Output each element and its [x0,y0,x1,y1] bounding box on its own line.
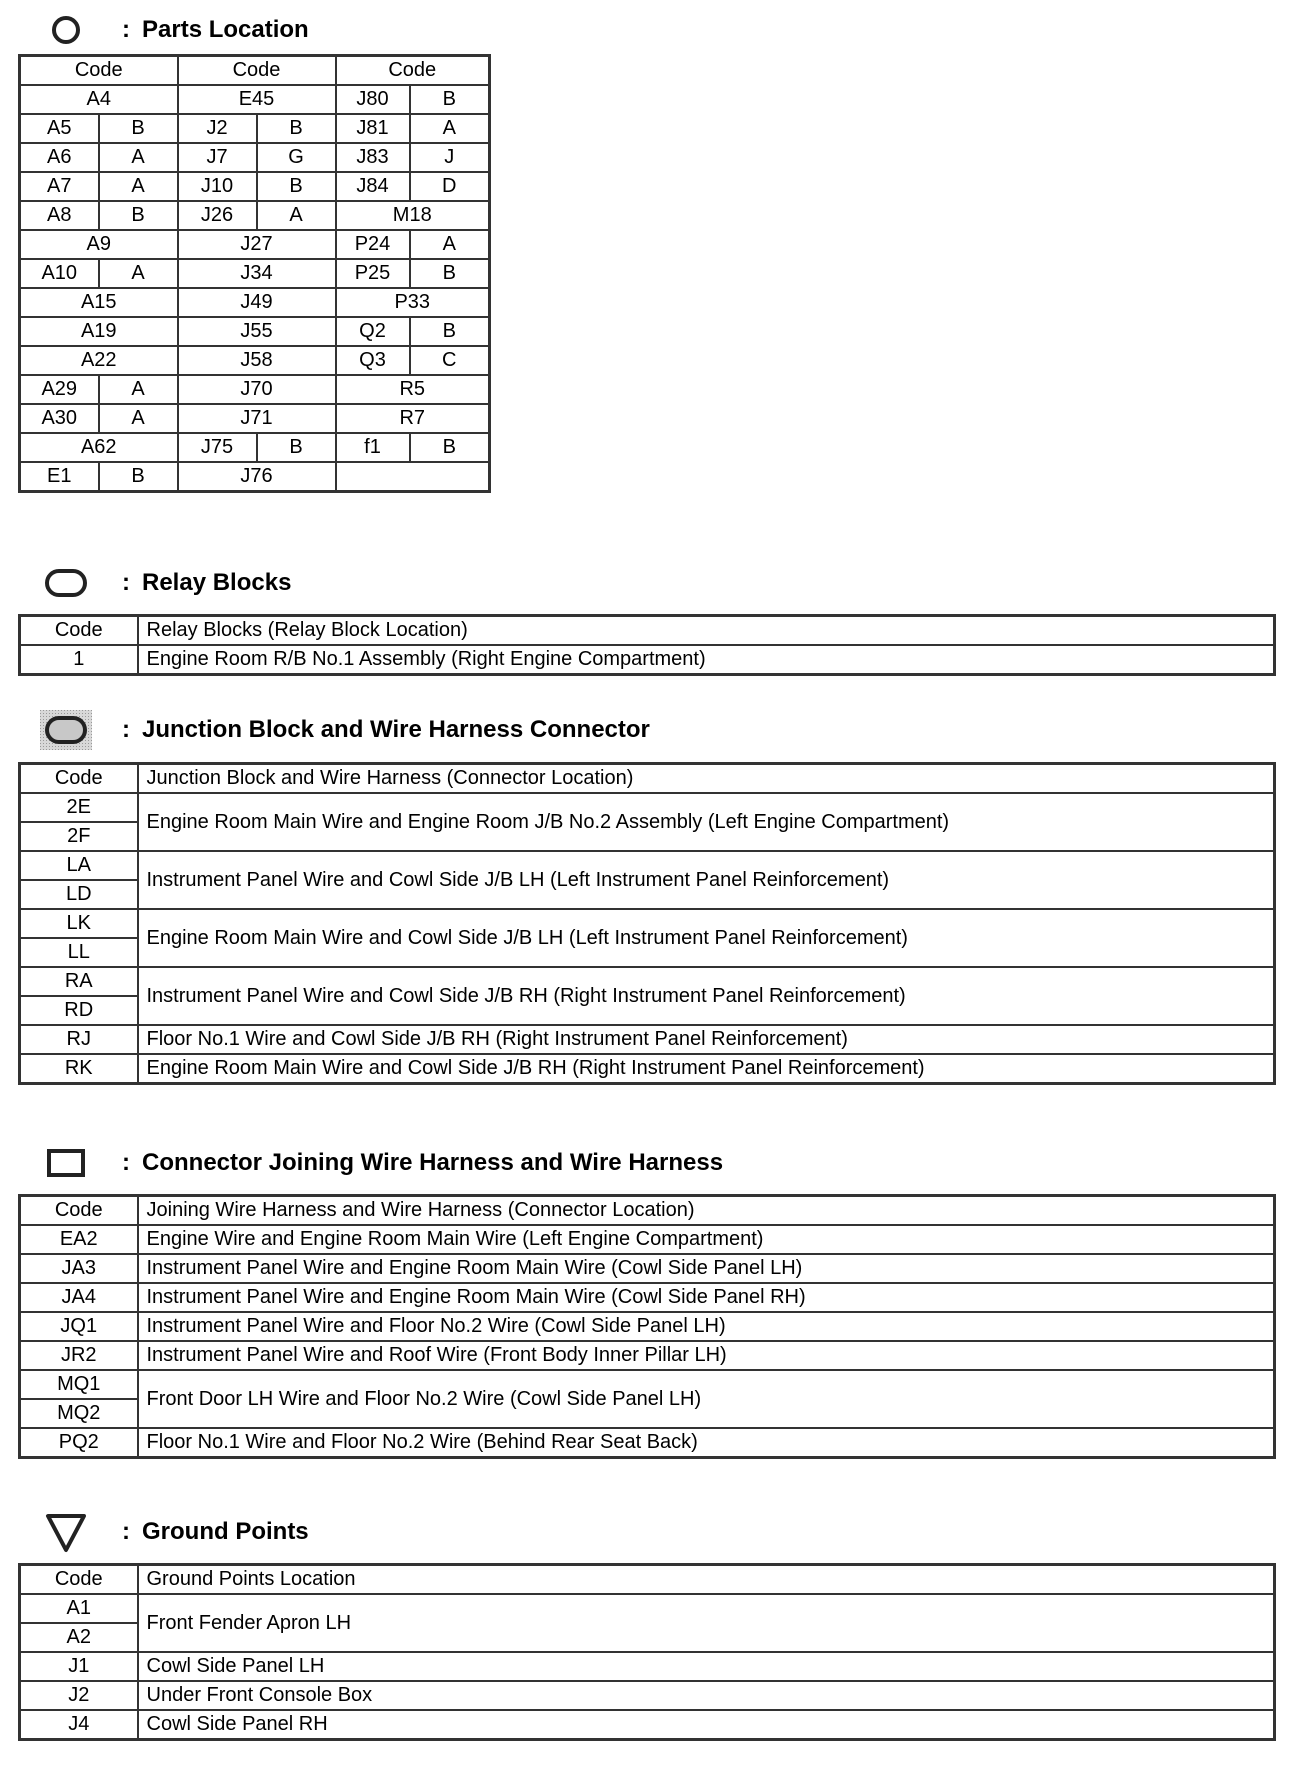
part-code-cell: J83 [336,143,410,172]
part-code-cell: J71 [178,404,336,433]
location-cell: Cowl Side Panel RH [138,1710,1275,1740]
table-row [20,1283,1275,1312]
code-cell: LL [20,938,138,967]
part-code-cell: J84 [336,172,410,201]
part-code-cell: J34 [178,259,336,288]
table-row [20,1681,1275,1710]
part-code-cell: J27 [178,230,336,259]
table-row [20,85,490,114]
column-header: Junction Block and Wire Harness (Connector Location) [138,764,1275,794]
column-header: Code [178,56,336,86]
part-ref-cell: A [410,114,490,143]
relay-blocks-table [18,614,1276,676]
table-row [20,1594,1275,1623]
table-row [20,793,1275,822]
table-row [20,1025,1275,1054]
part-code-cell: J81 [336,114,410,143]
location-cell: Front Door LH Wire and Floor No.2 Wire (Cowl Side Panel LH) [138,1370,1275,1428]
code-cell: LD [20,880,138,909]
table-row [20,1370,1275,1399]
code-cell: J2 [20,1681,138,1710]
junction-block-heading [40,710,650,750]
location-cell: Front Fender Apron LH [138,1594,1275,1652]
part-ref-cell: B [410,317,490,346]
section-title: Junction Block and Wire Harness Connector [142,716,650,743]
code-cell: RA [20,967,138,996]
column-header: Code [20,56,178,86]
part-ref-cell: B [410,85,490,114]
code-cell: 1 [20,645,138,675]
part-ref-cell: A [99,404,178,433]
location-cell: Instrument Panel Wire and Engine Room Main Wire (Cowl Side Panel LH) [138,1254,1275,1283]
part-code-cell: A8 [20,201,99,230]
table-row [20,346,490,375]
part-ref-cell: D [410,172,490,201]
part-code-cell: A30 [20,404,99,433]
code-cell: RD [20,996,138,1025]
location-cell: Instrument Panel Wire and Cowl Side J/B RH (Right Instrument Panel Reinforcement) [138,967,1275,1025]
part-ref-cell: B [257,433,336,462]
part-code-cell: P33 [336,288,490,317]
location-cell: Engine Room R/B No.1 Assembly (Right Engine Compartment) [138,645,1275,675]
location-cell: Instrument Panel Wire and Cowl Side J/B LH (Left Instrument Panel Reinforcement) [138,851,1275,909]
column-header: Code [20,764,138,794]
location-cell: Engine Room Main Wire and Engine Room J/B No.2 Assembly (Left Engine Compartment) [138,793,1275,851]
part-code-cell: M18 [336,201,490,230]
code-cell: 2F [20,822,138,851]
part-code-cell: E1 [20,462,99,492]
part-code-cell: J2 [178,114,257,143]
part-ref-cell: A [99,259,178,288]
code-cell: JA4 [20,1283,138,1312]
header-row [20,764,1275,794]
connector-joining-table [18,1194,1276,1459]
table-row [20,1225,1275,1254]
table-row [20,1054,1275,1084]
table-row [20,433,490,462]
code-cell: LA [20,851,138,880]
location-cell: Under Front Console Box [138,1681,1275,1710]
column-header: Code [20,1565,138,1595]
location-cell: Engine Room Main Wire and Cowl Side J/B RH (Right Instrument Panel Reinforcement) [138,1054,1275,1084]
table-row [20,1341,1275,1370]
part-code-cell: J80 [336,85,410,114]
location-cell: Instrument Panel Wire and Roof Wire (Front Body Inner Pillar LH) [138,1341,1275,1370]
ground-points-heading [40,1512,309,1552]
part-ref-cell: B [257,172,336,201]
part-ref-cell: A [99,375,178,404]
part-code-cell: A10 [20,259,99,288]
part-code-cell: J26 [178,201,257,230]
section-title: Connector Joining Wire Harness and Wire Harness [142,1149,724,1176]
table-row [20,143,490,172]
code-cell: JQ1 [20,1312,138,1341]
part-code-cell: Q3 [336,346,410,375]
part-code-cell: E45 [178,85,336,114]
code-cell: JA3 [20,1254,138,1283]
part-ref-cell: A [99,172,178,201]
part-code-cell: P24 [336,230,410,259]
table-row [20,1652,1275,1681]
code-cell: A2 [20,1623,138,1652]
part-code-cell: A6 [20,143,99,172]
part-ref-cell: A [99,143,178,172]
part-code-cell: J55 [178,317,336,346]
part-code-cell: R5 [336,375,490,404]
part-code-cell: J49 [178,288,336,317]
section-title: Parts Location [142,16,309,43]
table-row [20,288,490,317]
part-code-cell: J70 [178,375,336,404]
table-row [20,259,490,288]
part-code-cell: A22 [20,346,178,375]
colon: : [122,716,130,743]
code-cell: MQ1 [20,1370,138,1399]
part-ref-cell: B [99,201,178,230]
table-row [20,909,1275,938]
header-row [20,1565,1275,1595]
part-code-cell: A4 [20,85,178,114]
part-code-cell: A62 [20,433,178,462]
part-code-cell: J10 [178,172,257,201]
part-ref-cell: B [257,114,336,143]
code-cell: MQ2 [20,1399,138,1428]
table-row [20,1254,1275,1283]
column-header: Code [20,616,138,646]
code-cell: LK [20,909,138,938]
part-code-cell: J75 [178,433,257,462]
part-ref-cell: J [410,143,490,172]
part-code-cell: A7 [20,172,99,201]
code-cell: EA2 [20,1225,138,1254]
part-ref-cell: B [410,259,490,288]
code-cell: JR2 [20,1341,138,1370]
parts-location-heading [40,10,309,50]
location-cell: Floor No.1 Wire and Floor No.2 Wire (Behind Rear Seat Back) [138,1428,1275,1458]
column-header: Relay Blocks (Relay Block Location) [138,616,1275,646]
part-code-cell: J7 [178,143,257,172]
table-row [20,1312,1275,1341]
table-row [20,375,490,404]
circle-icon [40,10,92,50]
rounded-rect-icon [40,563,92,603]
location-cell: Instrument Panel Wire and Floor No.2 Wire (Cowl Side Panel LH) [138,1312,1275,1341]
relay-blocks-heading [40,563,291,603]
part-code-cell: J58 [178,346,336,375]
table-row [20,462,490,492]
part-code-cell: P25 [336,259,410,288]
section-title: Relay Blocks [142,569,292,596]
code-cell: A1 [20,1594,138,1623]
part-ref-cell: C [410,346,490,375]
part-code-cell: f1 [336,433,410,462]
parts-location-table [18,54,491,493]
table-row [20,967,1275,996]
triangle-icon [40,1512,92,1552]
part-code-cell: A9 [20,230,178,259]
part-code-cell: A15 [20,288,178,317]
part-code-cell: A5 [20,114,99,143]
column-header: Code [20,1196,138,1226]
location-cell: Engine Wire and Engine Room Main Wire (Left Engine Compartment) [138,1225,1275,1254]
part-code-cell: A19 [20,317,178,346]
ground-points-table [18,1563,1276,1741]
part-ref-cell: B [99,114,178,143]
column-header: Joining Wire Harness and Wire Harness (Connector Location) [138,1196,1275,1226]
header-row [20,616,1275,646]
part-code-cell: A29 [20,375,99,404]
table-row [20,172,490,201]
connector-joining-heading [40,1143,723,1183]
location-cell: Cowl Side Panel LH [138,1652,1275,1681]
table-row [20,645,1275,675]
part-ref-cell: A [410,230,490,259]
header-row [20,1196,1275,1226]
table-row [20,851,1275,880]
junction-block-table [18,762,1276,1085]
part-ref-cell: G [257,143,336,172]
code-cell: PQ2 [20,1428,138,1458]
colon: : [122,1518,130,1545]
colon: : [122,569,130,596]
code-cell: 2E [20,793,138,822]
location-cell: Engine Room Main Wire and Cowl Side J/B LH (Left Instrument Panel Reinforcement) [138,909,1275,967]
location-cell: Instrument Panel Wire and Engine Room Main Wire (Cowl Side Panel RH) [138,1283,1275,1312]
section-title: Ground Points [142,1518,309,1545]
part-code-cell: J76 [178,462,336,492]
code-cell: J1 [20,1652,138,1681]
table-row [20,114,490,143]
part-code-cell: Q2 [336,317,410,346]
code-cell: J4 [20,1710,138,1740]
colon: : [122,1149,130,1176]
code-cell: RJ [20,1025,138,1054]
code-cell: RK [20,1054,138,1084]
column-header: Ground Points Location [138,1565,1275,1595]
table-row [20,404,490,433]
part-code-cell [336,462,490,492]
table-row [20,201,490,230]
table-row [20,317,490,346]
square-icon [40,1143,92,1183]
part-ref-cell: A [257,201,336,230]
location-cell: Floor No.1 Wire and Cowl Side J/B RH (Right Instrument Panel Reinforcement) [138,1025,1275,1054]
table-row [20,1428,1275,1458]
table-row [20,230,490,259]
table-row [20,1710,1275,1740]
part-ref-cell: B [410,433,490,462]
shaded-rounded-rect-icon [40,710,92,750]
column-header: Code [336,56,490,86]
part-ref-cell: B [99,462,178,492]
part-code-cell: R7 [336,404,490,433]
colon: : [122,16,130,43]
header-row [20,56,490,86]
